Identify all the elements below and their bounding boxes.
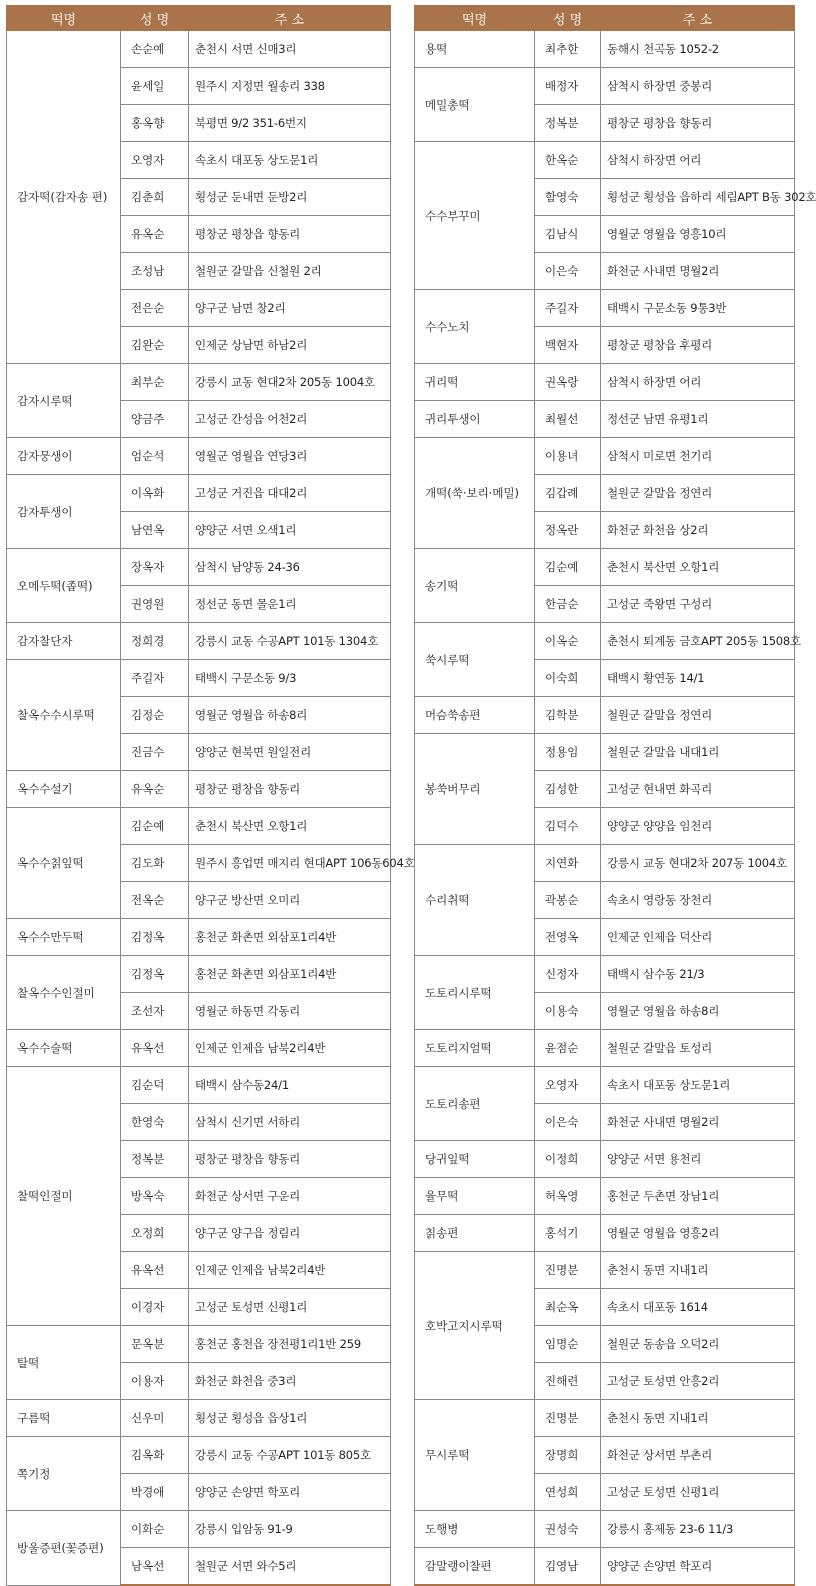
address-cell: 삼척시 미로면 천기리 xyxy=(601,438,795,475)
address-cell: 인제군 인제읍 남북2리4반 xyxy=(189,1252,391,1289)
table-row xyxy=(415,697,795,734)
header-address: 주 소 xyxy=(189,6,391,31)
person-name-cell: 남연옥 xyxy=(121,512,189,549)
address-cell: 철원군 서면 와수5리 xyxy=(189,1548,391,1586)
person-name-cell: 전영옥 xyxy=(535,919,601,956)
dish-name-cell: 메밀총떡 xyxy=(415,68,535,142)
person-name-cell: 김순덕 xyxy=(121,1067,189,1104)
dish-name-cell: 수수노치 xyxy=(415,290,535,364)
address-cell: 영월군 영월읍 하송8리 xyxy=(189,697,391,734)
table-row xyxy=(415,1511,795,1548)
dish-name-cell: 봉쑥버무리 xyxy=(415,734,535,845)
address-cell: 태백시 삼수동24/1 xyxy=(189,1067,391,1104)
dish-name-cell: 오메두떡(좁떡) xyxy=(7,549,121,623)
person-name-cell: 권영원 xyxy=(121,586,189,623)
address-cell: 고성군 현내면 화곡리 xyxy=(601,771,795,808)
address-cell: 영월군 영월읍 연당3리 xyxy=(189,438,391,475)
address-cell: 춘천시 서면 신매3리 xyxy=(189,31,391,68)
person-name-cell: 전은순 xyxy=(121,290,189,327)
person-name-cell: 최부순 xyxy=(121,364,189,401)
dish-name-cell: 찰떡인절미 xyxy=(7,1067,121,1326)
dish-name-cell: 감자시루떡 xyxy=(7,364,121,438)
dish-name-cell: 감자뭉생이 xyxy=(7,438,121,475)
address-cell: 평창군 평창읍 후평리 xyxy=(601,327,795,364)
table-row xyxy=(415,845,795,882)
address-cell: 양양군 서면 오색1리 xyxy=(189,512,391,549)
dish-name-cell: 도토리지엄떡 xyxy=(415,1030,535,1067)
person-name-cell: 조성남 xyxy=(121,253,189,290)
address-cell: 횡성군 횡성읍 읍하리 세림APT B동 302호 xyxy=(601,179,795,216)
address-cell: 고성군 토성면 신평1리 xyxy=(189,1289,391,1326)
table-row xyxy=(415,1400,795,1437)
table-row xyxy=(7,1400,391,1437)
table-row xyxy=(7,31,391,68)
person-name-cell: 장명희 xyxy=(535,1437,601,1474)
dish-name-cell: 옥수수설기 xyxy=(7,771,121,808)
address-cell: 횡성군 둔내면 둔방2리 xyxy=(189,179,391,216)
table-row xyxy=(415,142,795,179)
dish-name-cell: 옥수수술떡 xyxy=(7,1030,121,1067)
address-cell: 춘천시 동면 지내1리 xyxy=(601,1400,795,1437)
address-cell: 영월군 영월읍 하송8리 xyxy=(601,993,795,1030)
address-cell: 화천군 상서면 구운리 xyxy=(189,1178,391,1215)
address-cell: 홍천군 화촌면 외삼포1리4반 xyxy=(189,919,391,956)
address-cell: 철원군 갈말읍 내대1리 xyxy=(601,734,795,771)
address-cell: 영월군 영월읍 영흥2리 xyxy=(601,1215,795,1252)
person-name-cell: 이옥화 xyxy=(121,475,189,512)
header-dish: 떡명 xyxy=(7,6,121,31)
person-name-cell: 손순예 xyxy=(121,31,189,68)
person-name-cell: 배정자 xyxy=(535,68,601,105)
person-name-cell: 허옥영 xyxy=(535,1178,601,1215)
dish-name-cell: 호박고지시루떡 xyxy=(415,1252,535,1400)
table-row xyxy=(415,401,795,438)
address-cell: 속초시 대포동 1614 xyxy=(601,1289,795,1326)
person-name-cell: 오정희 xyxy=(121,1215,189,1252)
person-name-cell: 이은숙 xyxy=(535,1104,601,1141)
person-name-cell: 김성한 xyxy=(535,771,601,808)
address-cell: 홍천군 화촌면 외삼포1리4반 xyxy=(189,956,391,993)
person-name-cell: 윤세일 xyxy=(121,68,189,105)
person-name-cell: 홍옥향 xyxy=(121,105,189,142)
dish-name-cell: 감자찰단자 xyxy=(7,623,121,660)
person-name-cell: 김정순 xyxy=(121,697,189,734)
table-row xyxy=(7,919,391,956)
person-name-cell: 이옥순 xyxy=(535,623,601,660)
dish-name-cell: 구름떡 xyxy=(7,1400,121,1437)
address-cell: 인제군 인제읍 덕산리 xyxy=(601,919,795,956)
address-cell: 고성군 토성면 안흥2리 xyxy=(601,1363,795,1400)
address-cell: 강릉시 홍제동 23-6 11/3 xyxy=(601,1511,795,1548)
person-name-cell: 장옥자 xyxy=(121,549,189,586)
table-row xyxy=(7,475,391,512)
address-cell: 정선군 남면 유평1리 xyxy=(601,401,795,438)
person-name-cell: 김옥화 xyxy=(121,1437,189,1474)
table-row xyxy=(415,956,795,993)
person-name-cell: 김덕수 xyxy=(535,808,601,845)
person-name-cell: 백현자 xyxy=(535,327,601,364)
person-name-cell: 한영숙 xyxy=(121,1104,189,1141)
table-row xyxy=(7,1030,391,1067)
table-row xyxy=(7,364,391,401)
table-row xyxy=(415,1215,795,1252)
dish-name-cell: 방울증편(꽃증편) xyxy=(7,1511,121,1586)
person-name-cell: 이정희 xyxy=(535,1141,601,1178)
address-cell: 평창군 평창읍 향동리 xyxy=(189,216,391,253)
address-cell: 인제군 상남면 하남2리 xyxy=(189,327,391,364)
address-cell: 화천군 화천읍 중3리 xyxy=(189,1363,391,1400)
address-cell: 양구군 방산면 오미리 xyxy=(189,882,391,919)
dish-name-cell: 도행병 xyxy=(415,1511,535,1548)
dish-name-cell: 옥수수칡잎떡 xyxy=(7,808,121,919)
address-cell: 영월군 영월읍 영흥10리 xyxy=(601,216,795,253)
dish-name-cell: 찰옥수수시루떡 xyxy=(7,660,121,771)
address-cell: 인제군 인제읍 남북2리4반 xyxy=(189,1030,391,1067)
dish-name-cell: 도토리송편 xyxy=(415,1067,535,1141)
table-row xyxy=(415,549,795,586)
dish-name-cell: 수리취떡 xyxy=(415,845,535,956)
person-name-cell: 정옥란 xyxy=(535,512,601,549)
table-row xyxy=(7,549,391,586)
address-cell: 영월군 하동면 각동리 xyxy=(189,993,391,1030)
right-table-body xyxy=(415,31,816,1586)
person-name-cell: 김정옥 xyxy=(121,919,189,956)
table-row xyxy=(415,1548,795,1586)
address-cell: 태백시 구문소동 9통3반 xyxy=(601,290,795,327)
table-row xyxy=(7,438,391,475)
table-row xyxy=(7,1437,391,1474)
person-name-cell: 정희경 xyxy=(121,623,189,660)
address-cell: 삼척시 하장면 어리 xyxy=(601,364,795,401)
address-cell: 속초시 대포동 상도문1리 xyxy=(601,1067,795,1104)
person-name-cell: 홍석기 xyxy=(535,1215,601,1252)
table-row xyxy=(415,734,795,771)
address-cell: 삼척시 하장면 중봉리 xyxy=(601,68,795,105)
person-name-cell: 엄순석 xyxy=(121,438,189,475)
person-name-cell: 지연화 xyxy=(535,845,601,882)
table-row xyxy=(415,1030,795,1067)
header-address: 주 소 xyxy=(601,6,795,31)
dish-name-cell: 감자떡(감자송 편) xyxy=(7,31,121,364)
address-cell: 양양군 손양면 학포리 xyxy=(601,1548,795,1586)
dish-name-cell: 탈떡 xyxy=(7,1326,121,1400)
header-name: 성 명 xyxy=(535,6,601,31)
person-name-cell: 진명분 xyxy=(535,1400,601,1437)
table-row xyxy=(7,771,391,808)
person-name-cell: 유옥순 xyxy=(121,771,189,808)
header-dish: 떡명 xyxy=(415,6,535,31)
address-cell: 속초시 대포동 상도문1리 xyxy=(189,142,391,179)
table-row xyxy=(415,1252,795,1289)
person-name-cell: 곽봉순 xyxy=(535,882,601,919)
person-name-cell: 유옥순 xyxy=(121,216,189,253)
person-name-cell: 진금수 xyxy=(121,734,189,771)
person-name-cell: 신우미 xyxy=(121,1400,189,1437)
address-cell: 홍천군 두촌면 장남1리 xyxy=(601,1178,795,1215)
address-cell: 원주시 지정면 월송리 338 xyxy=(189,68,391,105)
address-cell: 평창군 평창읍 향동리 xyxy=(601,105,795,142)
table-row xyxy=(415,1178,795,1215)
table-row xyxy=(415,1067,795,1104)
dish-name-cell: 율무떡 xyxy=(415,1178,535,1215)
person-name-cell: 김도화 xyxy=(121,845,189,882)
person-name-cell: 함영숙 xyxy=(535,179,601,216)
table-row xyxy=(7,1326,391,1363)
table-row xyxy=(415,438,795,475)
left-table-body xyxy=(7,31,415,1586)
table-row xyxy=(415,68,795,105)
person-name-cell: 한금순 xyxy=(535,586,601,623)
dish-name-cell: 감말랭이찰편 xyxy=(415,1548,535,1586)
address-cell: 양구군 양구읍 정림리 xyxy=(189,1215,391,1252)
address-cell: 강릉시 교동 수공APT 101동 805호 xyxy=(189,1437,391,1474)
person-name-cell: 오영자 xyxy=(535,1067,601,1104)
person-name-cell: 주길자 xyxy=(535,290,601,327)
address-cell: 평창군 평창읍 향동리 xyxy=(189,1141,391,1178)
address-cell: 춘천시 북산면 오항1리 xyxy=(189,808,391,845)
table-row xyxy=(7,660,391,697)
address-cell: 강릉시 입암동 91-9 xyxy=(189,1511,391,1548)
dish-name-cell: 개떡(쑥·보리·메밀) xyxy=(415,438,535,549)
person-name-cell: 이용녀 xyxy=(535,438,601,475)
address-cell: 철원군 동송읍 오덕2리 xyxy=(601,1326,795,1363)
dish-name-cell: 머슴쑥송편 xyxy=(415,697,535,734)
person-name-cell: 정복분 xyxy=(535,105,601,142)
person-name-cell: 김순예 xyxy=(121,808,189,845)
address-cell: 정선군 동면 몰운1리 xyxy=(189,586,391,623)
person-name-cell: 김학분 xyxy=(535,697,601,734)
address-cell: 태백시 황연동 14/1 xyxy=(601,660,795,697)
address-cell: 양양군 현북면 원일전리 xyxy=(189,734,391,771)
address-cell: 동해시 천곡동 1052-2 xyxy=(601,31,795,68)
person-name-cell: 최월선 xyxy=(535,401,601,438)
address-cell: 삼척시 신기면 서하리 xyxy=(189,1104,391,1141)
person-name-cell: 이숙희 xyxy=(535,660,601,697)
person-name-cell: 유옥선 xyxy=(121,1252,189,1289)
person-name-cell: 조선자 xyxy=(121,993,189,1030)
person-name-cell: 이용자 xyxy=(121,1363,189,1400)
person-name-cell: 정용임 xyxy=(535,734,601,771)
person-name-cell: 신정자 xyxy=(535,956,601,993)
dish-name-cell: 쪽기정 xyxy=(7,1437,121,1511)
dish-name-cell: 칡송편 xyxy=(415,1215,535,1252)
person-name-cell: 이경자 xyxy=(121,1289,189,1326)
address-cell: 양양군 손양면 학포리 xyxy=(189,1474,391,1511)
dish-name-cell: 용떡 xyxy=(415,31,535,68)
table-row xyxy=(415,31,795,68)
person-name-cell: 방옥숙 xyxy=(121,1178,189,1215)
address-cell: 춘천시 동면 지내1리 xyxy=(601,1252,795,1289)
address-cell: 철원군 갈말읍 토성리 xyxy=(601,1030,795,1067)
dish-name-cell: 도토리시루떡 xyxy=(415,956,535,1030)
person-name-cell: 연성희 xyxy=(535,1474,601,1511)
address-cell: 화천군 사내면 명월2리 xyxy=(601,253,795,290)
address-cell: 고성군 토성면 신평1리 xyxy=(601,1474,795,1511)
table-row xyxy=(415,623,795,660)
address-cell: 고성군 죽왕면 구성리 xyxy=(601,586,795,623)
address-cell: 북평면 9/2 351-6번지 xyxy=(189,105,391,142)
person-name-cell: 권성숙 xyxy=(535,1511,601,1548)
dish-name-cell: 귀리떡 xyxy=(415,364,535,401)
person-name-cell: 양금주 xyxy=(121,401,189,438)
address-cell: 양구군 남면 창2리 xyxy=(189,290,391,327)
person-name-cell: 윤점순 xyxy=(535,1030,601,1067)
address-cell: 강릉시 교동 현대2차 205동 1004호 xyxy=(189,364,391,401)
dish-name-cell: 무시루떡 xyxy=(415,1400,535,1511)
header-name: 성 명 xyxy=(121,6,189,31)
address-cell: 강릉시 교동 현대2차 207동 1004호 xyxy=(601,845,795,882)
table-row xyxy=(415,290,795,327)
header-row xyxy=(7,6,391,31)
address-cell: 고성군 간성읍 어천2리 xyxy=(189,401,391,438)
address-cell: 춘천시 퇴계동 금호APT 205동 1508호 xyxy=(601,623,795,660)
person-name-cell: 진해련 xyxy=(535,1363,601,1400)
address-cell: 양양군 서면 용천리 xyxy=(601,1141,795,1178)
table-row xyxy=(7,1067,391,1104)
person-name-cell: 김순예 xyxy=(535,549,601,586)
header-row xyxy=(415,6,795,31)
dish-name-cell: 귀리투생이 xyxy=(415,401,535,438)
address-cell: 평창군 평창읍 향동리 xyxy=(189,771,391,808)
address-cell: 철원군 갈말읍 정연리 xyxy=(601,475,795,512)
person-name-cell: 김정옥 xyxy=(121,956,189,993)
person-name-cell: 문옥분 xyxy=(121,1326,189,1363)
person-name-cell: 김완순 xyxy=(121,327,189,364)
person-name-cell: 김남식 xyxy=(535,216,601,253)
address-cell: 원주시 흥업면 매지리 현대APT 106동604호 xyxy=(189,845,391,882)
person-name-cell: 이은숙 xyxy=(535,253,601,290)
person-name-cell: 최추한 xyxy=(535,31,601,68)
right-table xyxy=(414,5,816,1586)
address-cell: 화천군 상서면 부촌리 xyxy=(601,1437,795,1474)
dish-name-cell: 당귀잎떡 xyxy=(415,1141,535,1178)
address-cell: 태백시 구문소동 9/3 xyxy=(189,660,391,697)
person-name-cell: 남옥선 xyxy=(121,1548,189,1586)
person-name-cell: 한옥순 xyxy=(535,142,601,179)
address-cell: 철원군 갈말읍 신철원 2리 xyxy=(189,253,391,290)
table-row xyxy=(415,1141,795,1178)
person-name-cell: 유옥선 xyxy=(121,1030,189,1067)
address-cell: 홍천군 홍천읍 장전평1리1반 259 xyxy=(189,1326,391,1363)
address-cell: 고성군 거진읍 대대2리 xyxy=(189,475,391,512)
address-cell: 화천군 사내면 명월2리 xyxy=(601,1104,795,1141)
person-name-cell: 김춘희 xyxy=(121,179,189,216)
person-name-cell: 정복분 xyxy=(121,1141,189,1178)
person-name-cell: 주길자 xyxy=(121,660,189,697)
address-cell: 화천군 화천읍 상2리 xyxy=(601,512,795,549)
person-name-cell: 진명분 xyxy=(535,1252,601,1289)
table-row xyxy=(7,623,391,660)
address-cell: 속초시 영랑동 장천리 xyxy=(601,882,795,919)
person-name-cell: 임명순 xyxy=(535,1326,601,1363)
table-row xyxy=(415,364,795,401)
person-name-cell: 권옥랑 xyxy=(535,364,601,401)
person-name-cell: 김갑례 xyxy=(535,475,601,512)
person-name-cell: 김영남 xyxy=(535,1548,601,1586)
address-cell: 삼척시 남양동 24-36 xyxy=(189,549,391,586)
person-name-cell: 오영자 xyxy=(121,142,189,179)
address-cell: 삼척시 하장면 어리 xyxy=(601,142,795,179)
address-cell: 철원군 갈말읍 정연리 xyxy=(601,697,795,734)
dish-name-cell: 수수부꾸미 xyxy=(415,142,535,290)
person-name-cell: 이용숙 xyxy=(535,993,601,1030)
person-name-cell: 박경애 xyxy=(121,1474,189,1511)
address-cell: 양양군 양양읍 임천리 xyxy=(601,808,795,845)
address-cell: 태백시 삼수동 21/3 xyxy=(601,956,795,993)
dish-name-cell: 쑥시루떡 xyxy=(415,623,535,697)
address-cell: 춘천시 북산면 오항1리 xyxy=(601,549,795,586)
table-row xyxy=(7,956,391,993)
table-row xyxy=(7,808,391,845)
table-row xyxy=(7,1511,391,1548)
dish-name-cell: 송기떡 xyxy=(415,549,535,623)
address-cell: 횡성군 횡성읍 읍상1리 xyxy=(189,1400,391,1437)
dish-name-cell: 옥수수만두떡 xyxy=(7,919,121,956)
person-name-cell: 전옥순 xyxy=(121,882,189,919)
dish-name-cell: 감자투생이 xyxy=(7,475,121,549)
person-name-cell: 이화순 xyxy=(121,1511,189,1548)
person-name-cell: 최순옥 xyxy=(535,1289,601,1326)
left-table xyxy=(6,5,415,1586)
dish-name-cell: 찰옥수수인절미 xyxy=(7,956,121,1030)
address-cell: 강릉시 교동 수공APT 101동 1304호 xyxy=(189,623,391,660)
